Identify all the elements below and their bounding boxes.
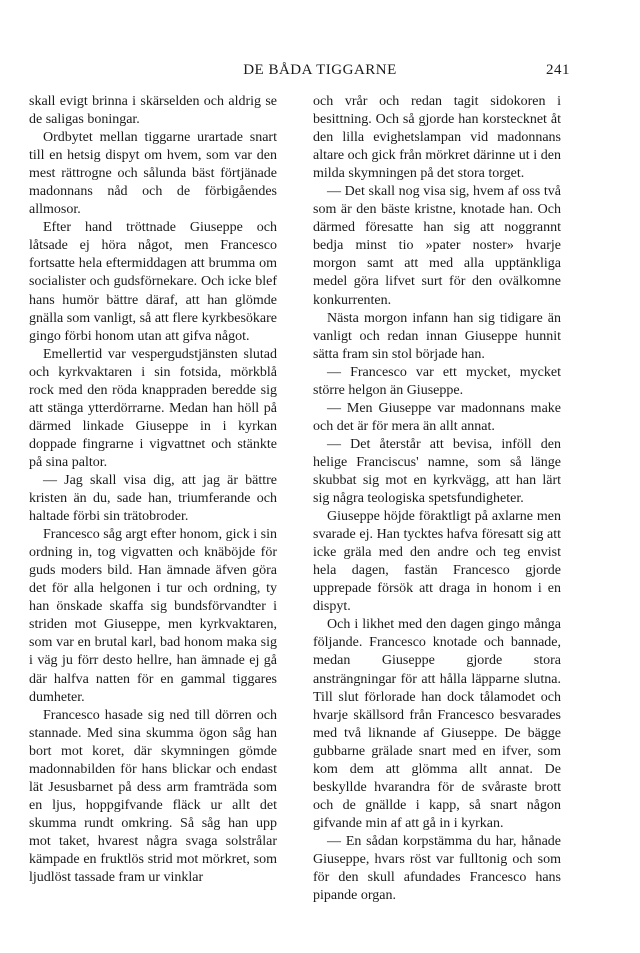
- paragraph: Nästa morgon infann han sig tidigare än vanligt och redan innan Giuseppe hunnit sätta fram sin stol började han.: [313, 310, 561, 362]
- paragraph: — En sådan korpstämma du har, hånade Giuseppe, hvars röst var fulltonig och som för den skull afundades Francesco hans pipande organ.: [313, 833, 561, 904]
- paragraph: — Men Giuseppe var madonnans make och det är för mera än allt annat.: [313, 400, 561, 434]
- left-column: [29, 93, 277, 887]
- page-number: 241: [546, 62, 570, 78]
- running-title: DE BÅDA TIGGARNE: [243, 62, 397, 78]
- paragraph: Francesco hasade sig ned till dörren och stannade. Med sina skumma ögon såg han bort mot koret, där skymningen gömde madonnabilden för hans blickar och endast lät Jesusbarnet på dess arm framträda som en ljus, hoppgifvande fläck ur allt det skumma rundt omkring. Så såg han upp mot taket, hvarest några svaga solstrålar kämpade en fruktlös strid mot mörkret, som ljudlöst tassade fram ur vinklar: [29, 707, 277, 886]
- paragraph: Giuseppe höjde föraktligt på axlarne men svarade ej. Han tycktes hafva föresatt sig att icke gräla med den andre och teg envist hela dagen, fastän Francesco gjorde upprepade försök att draga in honom i en dispyt.: [313, 509, 561, 615]
- right-column: [313, 93, 561, 905]
- paragraph: Francesco såg argt efter honom, gick i sin ordning in, tog vigvatten och knäböjde för guds moders bild. Han ämnade äfven göra det för alla helgonen i tur och ordning, ty han önskade skaffa sig bundsförvandter i striden mot Giuseppe, men kyrkvaktaren, som var en brutal karl, bad honom maka sig i väg ju förr desto hellre, han ämnade ej gå där halfva natten för en gammal tiggares dumheter.: [29, 527, 277, 705]
- paragraph: Ordbytet mellan tiggarne urartade snart till en hetsig dispyt om hvem, som var den mest rättrogne och sålunda bäst förtjänade madonnans nåd och de förbigåendes allmosor.: [29, 130, 277, 218]
- paragraph: — Jag skall visa dig, att jag är bättre kristen än du, sade han, triumferande och haltade förbi sin trätobroder.: [29, 472, 277, 525]
- paragraph: — Det skall nog visa sig, hvem af oss två som är den bäste kristne, knotade han. Och därmed föresatte han sig att noggrannt bedja minst tio »pater noster» hvarje morgon samt att med alla upptänkliga medel göra lifvet surt för den ovälkomne konkurrenten.: [313, 184, 561, 308]
- paragraph: Emellertid var vespergudstjänsten slutad och kyrkvaktaren i sin fotsida, mörkblå rock med den röda knappraden beredde sig att stänga ytterdörrarne. Medan han höll på därmed linkade Giuseppe in i kyrkan doppade fingrarne i vigvattnet och stänkte på sina paltor.: [29, 346, 277, 470]
- paragraph: Och i likhet med den dagen gingo många följande. Francesco knotade och bannade, medan Giuseppe gjorde stora ansträngningar för att hålla läpparne slutna. Till slut förlorade han dock tålamodet och hvarje skällsord från Francesco besvarades med två liknande af Giuseppe. De bägge gubbarne grälade snart med en ifver, som kom dem att glömma allt annat. De beskyllde hvarandra för de svåraste brott och de gnällde i kapp, så snart någon gifvande min af att gå in i kyrkan.: [313, 617, 561, 831]
- paragraph: — Det återstår att bevisa, inföll den helige Franciscus' namne, som så länge skubbat sig mot en kyrkvägg, att han lärt sig några teologiska spetsfundigheter.: [313, 436, 561, 507]
- paragraph: — Francesco var ett mycket, mycket större helgon än Giuseppe.: [313, 364, 561, 398]
- paragraph: Efter hand tröttnade Giuseppe och låtsade ej höra något, men Francesco fortsatte hela eftermiddagen att brumma om socialister och gudsförnekare. Och icke blef hans humör bättre däraf, att han glömde gnälla som vanligt, så att flere kyrkbesökare gingo förbi honom utan att gifva något.: [29, 220, 277, 344]
- paragraph: skall evigt brinna i skärselden och aldrig se de saligas boningar.: [29, 94, 277, 128]
- page-header: [0, 62, 640, 84]
- paragraph: och vrår och redan tagit sidokoren i besittning. Och så gjorde han korstecknet åt den lilla evighetslampan vid madonnans altare och gick från mörkret därinne ut i den milda skymningen på det stora torget.: [313, 94, 561, 182]
